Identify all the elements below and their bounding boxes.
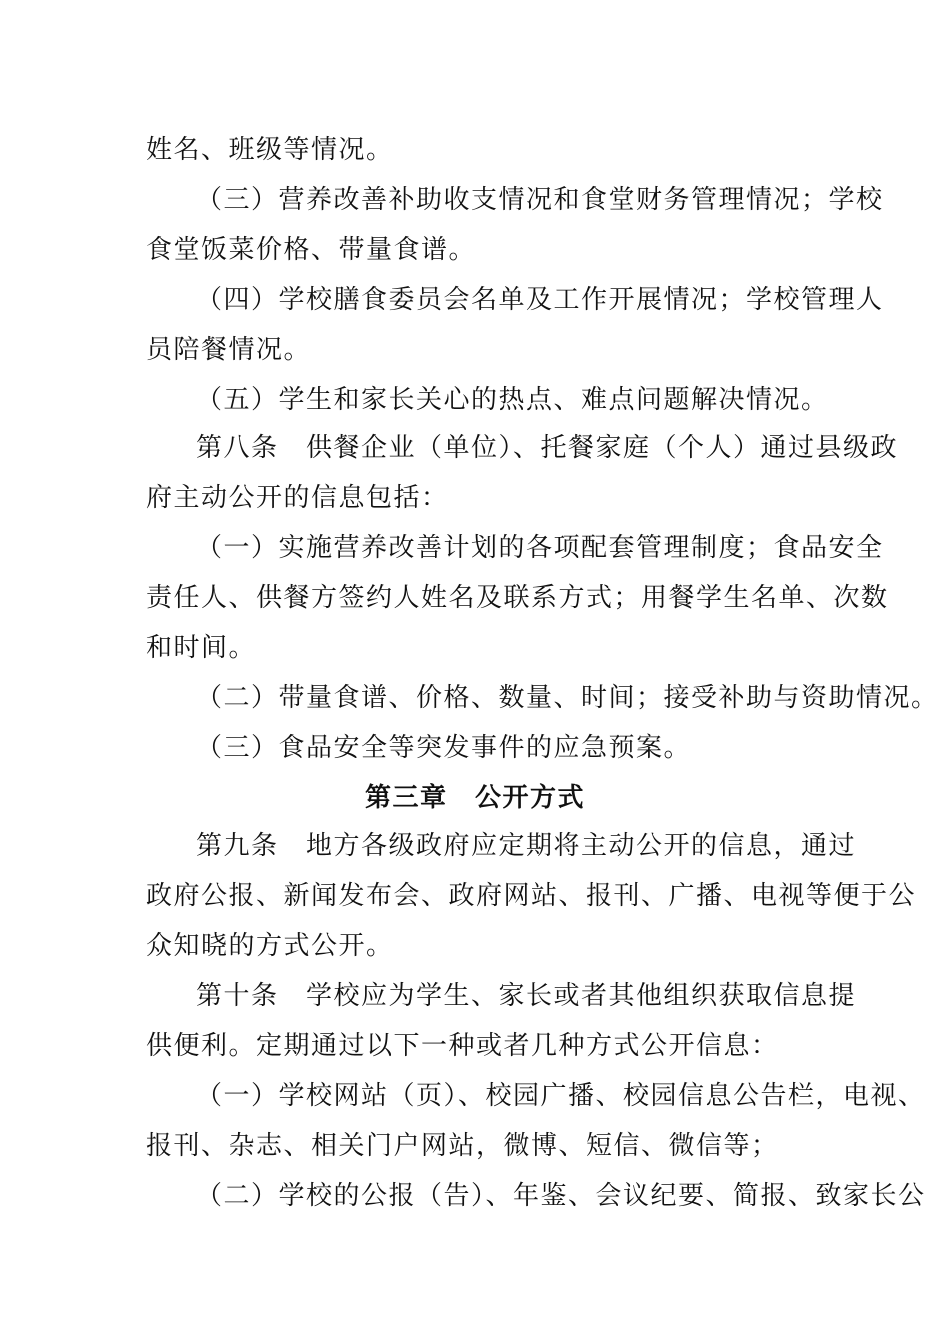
text-line: （一）学校网站（页）、校园广播、校园信息公告栏，电视、 <box>196 1081 926 1111</box>
text-line: 众知晓的方式公开。 <box>146 931 394 961</box>
text-line: 姓名、班级等情况。 <box>146 135 394 165</box>
text-line: （一）实施营养改善计划的各项配套管理制度；食品安全 <box>196 533 884 563</box>
text-line: 员陪餐情况。 <box>146 335 312 365</box>
text-line: 责任人、供餐方签约人姓名及联系方式；用餐学生名单、次数 <box>146 583 889 613</box>
article-9-title-line: 第九条 地方各级政府应定期将主动公开的信息，通过 <box>196 831 857 861</box>
text-line: 府主动公开的信息包括： <box>146 483 449 513</box>
chapter-heading: 第三章 公开方式 <box>364 783 585 813</box>
text-line: 食堂饭菜价格、带量食谱。 <box>146 235 477 265</box>
text-line: 和时间。 <box>146 633 257 663</box>
text-line: 报刊、杂志、相关门户网站，微博、短信、微信等； <box>146 1131 779 1161</box>
article-10-title-line: 第十条 学校应为学生、家长或者其他组织获取信息提 <box>196 981 857 1011</box>
text-line: （三）营养改善补助收支情况和食堂财务管理情况；学校 <box>196 185 884 215</box>
text-line: 政府公报、新闻发布会、政府网站、报刊、广播、电视等便于公 <box>146 881 917 911</box>
text-line: （四）学校膳食委员会名单及工作开展情况；学校管理人 <box>196 285 884 315</box>
text-line: （二）带量食谱、价格、数量、时间；接受补助与资助情况。 <box>196 683 939 713</box>
text-line: 供便利。定期通过以下一种或者几种方式公开信息： <box>146 1031 779 1061</box>
text-line: （二）学校的公报（告）、年鉴、会议纪要、简报、致家长公 <box>196 1181 926 1211</box>
text-line: （五）学生和家长关心的热点、难点问题解决情况。 <box>196 385 829 415</box>
text-line: （三）食品安全等突发事件的应急预案。 <box>196 733 692 763</box>
article-8-title-line: 第八条 供餐企业（单位）、托餐家庭（个人）通过县级政 <box>196 433 899 463</box>
